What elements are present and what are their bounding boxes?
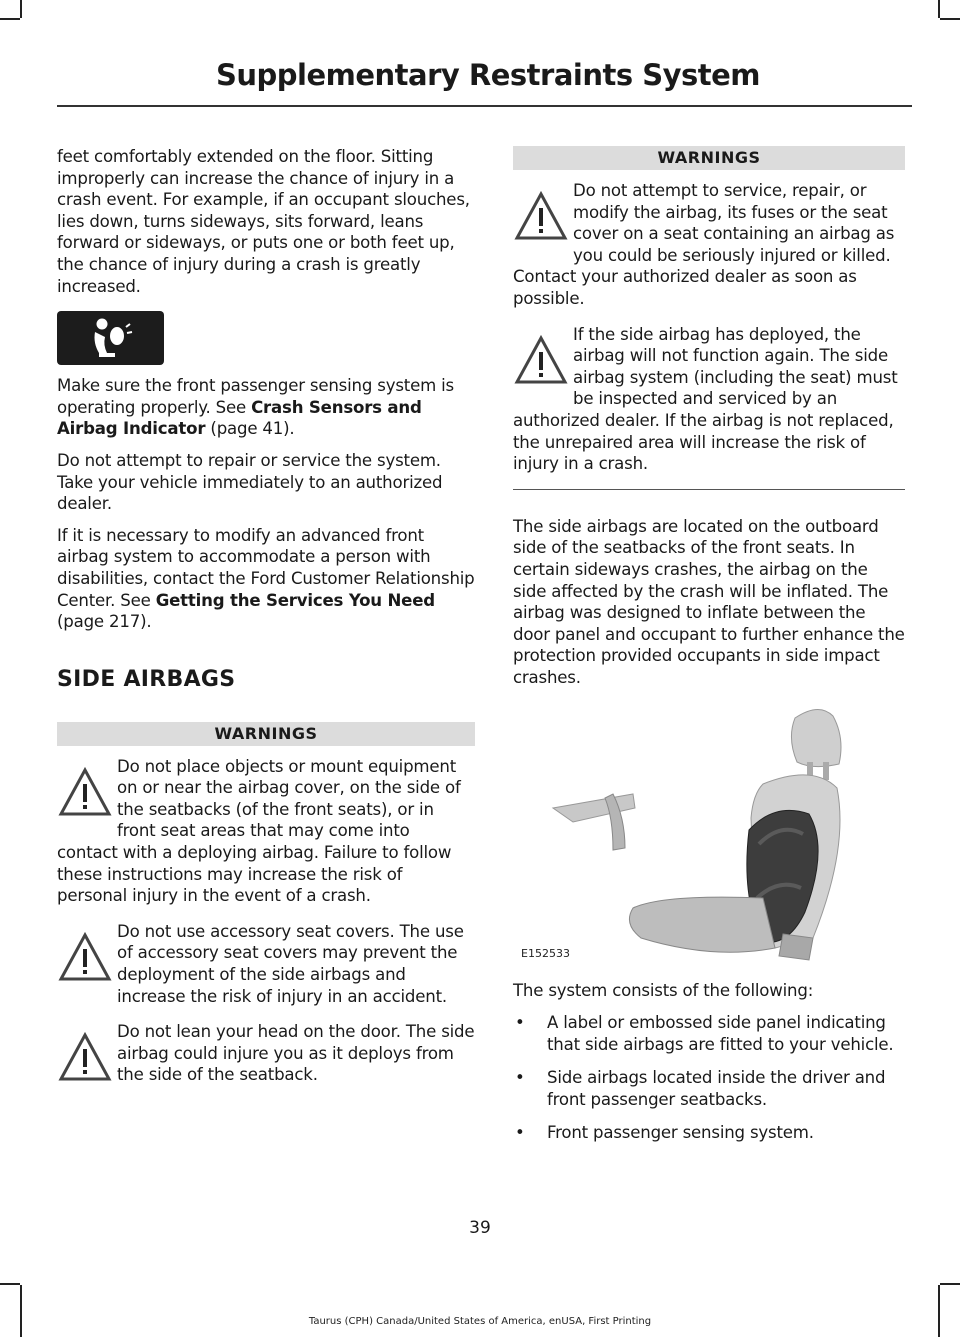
services-link[interactable]: Getting the Services You Need (155, 590, 435, 610)
right-column (513, 146, 905, 1156)
crop-mark (940, 18, 960, 20)
bullet-marker: • (515, 1123, 525, 1143)
left-column (57, 146, 475, 1100)
system-intro: The system consists of the following: (513, 981, 814, 1001)
footer-text: Taurus (CPH) Canada/United States of America, enUSA, First Printing (308, 1316, 652, 1327)
warnings-end-divider (513, 489, 905, 490)
side-airbag-seat-illustration (513, 698, 905, 966)
header-divider (57, 105, 912, 107)
crop-mark (938, 0, 940, 18)
list-item: • A label or embossed side panel indicating that side airbags are fitted to your vehicle. (515, 1013, 894, 1054)
warning-item: If the side airbag has deployed, the airbag will not function again. The side airbag system (including the seat) must be inspected and serviced by an authorized dealer. If the airbag is not replaced, the unrepaired area will increase the risk of injury in a crash. (513, 324, 898, 474)
warning-item: Do not lean your head on the door. The side airbag could injure you as it deploys from the side of the seatback. (57, 1021, 475, 1086)
crash-sensors-link[interactable]: Crash Sensors and Airbag Indicator (57, 397, 422, 439)
location-paragraph: The side airbags are located on the outboard side of the seatbacks of the front seats. In certain sideways crashes, the airbag on the side affected by the crash will be inflated. The airbag was designed to inflate between the door panel and occupant to further enhance the protection provided occupants in side impact crashes. (513, 516, 905, 687)
modify-paragraph: If it is necessary to modify an advanced front airbag system to accommodate a person with disabilities, contact the Ford Customer Relationship Center. See Getting the Services You Need (page 217). (57, 525, 475, 632)
intro-paragraph: feet comfortably extended on the floor. Sitting improperly can increase the chance of injury in a crash event. For example, if an occupant slouches, lies down, turns sideways, sits forward, leans forward or sideways, or puts one or both feet up, the chance of injury during a crash is greatly increased. (57, 147, 470, 296)
warning-triangle-icon (57, 927, 113, 989)
warning-triangle-icon (513, 186, 569, 248)
page-number: 39 (469, 1218, 491, 1238)
crop-mark (0, 18, 20, 20)
crop-mark (20, 0, 22, 18)
warning-item: Do not attempt to service, repair, or modify the airbag, its fuses or the seat cover on a seat containing an airbag as you could be seriously injured or killed. Contact your authorized dealer as soon as possible. (513, 181, 895, 308)
warnings-heading: WARNINGS (513, 146, 905, 170)
repair-paragraph: Do not attempt to repair or service the system. Take your vehicle immediately to an authorized dealer. (57, 450, 443, 514)
crop-mark (938, 1285, 940, 1337)
crop-mark (940, 1283, 960, 1285)
warning-triangle-icon (513, 330, 569, 392)
crop-mark (0, 1283, 20, 1285)
page-title: Supplementary Restraints System (215, 58, 760, 92)
list-item: • Side airbags located inside the driver and front passenger seatbacks. (515, 1068, 886, 1109)
crop-mark (20, 1285, 22, 1337)
warning-item: Do not place objects or mount equipment on or near the airbag cover, on the side of the seatbacks (of the front seats), or in front seat areas that may come into contact with a deploying airbag. Failure to follow these instructions may increase the risk of personal injury in the event of a crash. (57, 756, 461, 906)
warnings-heading: WARNINGS (57, 722, 475, 746)
list-item: • Front passenger sensing system. (515, 1123, 814, 1143)
sensing-paragraph: Make sure the front passenger sensing system is operating properly. See Crash Sensors and Airbag Indicator (page 41). (57, 376, 454, 439)
passenger-airbag-icon (57, 311, 164, 365)
warning-item: Do not use accessory seat covers. The use of accessory seat covers may prevent the deployment of the side airbags and increase the risk of injury in an accident. (57, 921, 475, 1007)
bullet-marker: • (515, 1013, 525, 1033)
warning-triangle-icon (57, 762, 113, 824)
warning-triangle-icon (57, 1027, 113, 1089)
figure-code: E152533 (521, 947, 570, 961)
bullet-marker: • (515, 1068, 525, 1088)
section-heading: SIDE AIRBAGS (57, 666, 236, 692)
